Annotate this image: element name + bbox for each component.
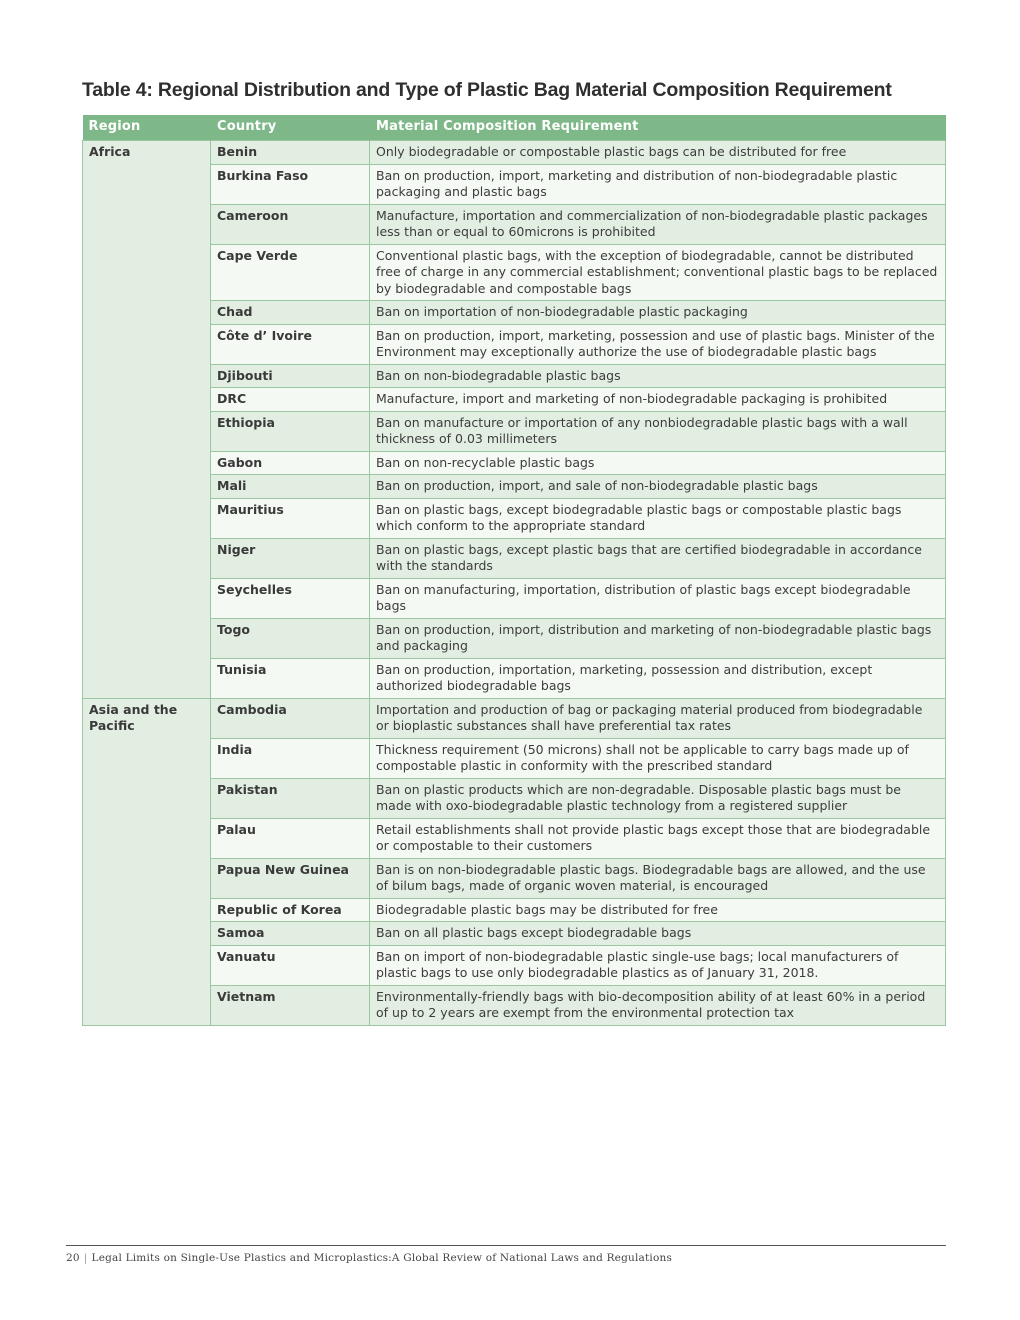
- country-cell: Mauritius: [211, 498, 370, 538]
- header-row: [83, 115, 946, 141]
- table-body: [83, 141, 946, 1026]
- table-row: [83, 244, 946, 301]
- requirement-cell: Ban on plastic bags, except plastic bags that are certified biodegradable in accordance with the standards: [370, 538, 946, 578]
- requirement-cell: Ban on production, import, marketing and distribution of non-biodegradable plastic packaging and plastic bags: [370, 164, 946, 204]
- table-row: [83, 164, 946, 204]
- country-cell: Cambodia: [211, 698, 370, 738]
- table-row: [83, 738, 946, 778]
- requirement-cell: Ban on importation of non-biodegradable plastic packaging: [370, 301, 946, 325]
- country-cell: Pakistan: [211, 778, 370, 818]
- requirement-cell: Manufacture, importation and commercialization of non-biodegradable plastic packages less than or equal to 60microns is prohibited: [370, 204, 946, 244]
- table-row: [83, 985, 946, 1025]
- table-row: [83, 451, 946, 475]
- table-row: [83, 898, 946, 922]
- requirement-cell: Ban on all plastic bags except biodegradable bags: [370, 922, 946, 946]
- country-cell: Seychelles: [211, 578, 370, 618]
- country-cell: Republic of Korea: [211, 898, 370, 922]
- requirement-cell: Only biodegradable or compostable plastic bags can be distributed for free: [370, 141, 946, 165]
- country-cell: Vietnam: [211, 985, 370, 1025]
- country-cell: DRC: [211, 388, 370, 412]
- requirement-cell: Environmentally-friendly bags with bio-decomposition ability of at least 60% in a period of up to 2 years are exempt from the environmental protection tax: [370, 985, 946, 1025]
- table-row: [83, 618, 946, 658]
- country-cell: Ethiopia: [211, 411, 370, 451]
- country-cell: Cape Verde: [211, 244, 370, 301]
- requirement-cell: Thickness requirement (50 microns) shall not be applicable to carry bags made up of compostable plastic in conformity with the prescribed standard: [370, 738, 946, 778]
- requirement-cell: Ban on import of non-biodegradable plastic single-use bags; local manufacturers of plastic bags to use only biodegradable plastics as of January 31, 2018.: [370, 945, 946, 985]
- table-title: Table 4: Regional Distribution and Type of Plastic Bag Material Composition Requirement: [82, 79, 892, 101]
- table-row: [83, 411, 946, 451]
- table-row: [83, 658, 946, 698]
- table-row: [83, 818, 946, 858]
- requirement-cell: Ban on plastic products which are non-degradable. Disposable plastic bags must be made with oxo-biodegradable plastic technology from a registered supplier: [370, 778, 946, 818]
- table-header: [83, 115, 946, 141]
- country-cell: India: [211, 738, 370, 778]
- requirement-cell: Biodegradable plastic bags may be distributed for free: [370, 898, 946, 922]
- requirement-cell: Manufacture, import and marketing of non-biodegradable packaging is prohibited: [370, 388, 946, 412]
- table-row: [83, 301, 946, 325]
- country-cell: Djibouti: [211, 364, 370, 388]
- country-cell: Vanuatu: [211, 945, 370, 985]
- region-cell: Asia and the Pacific: [83, 698, 211, 1025]
- table-row: [83, 498, 946, 538]
- country-cell: Samoa: [211, 922, 370, 946]
- table-row: [83, 858, 946, 898]
- header-requirement: Material Composition Requirement: [370, 115, 946, 141]
- header-region: Region: [83, 115, 211, 141]
- table-row: [83, 204, 946, 244]
- requirement-cell: Ban on manufacturing, importation, distribution of plastic bags except biodegradable bags: [370, 578, 946, 618]
- country-cell: Palau: [211, 818, 370, 858]
- country-cell: Niger: [211, 538, 370, 578]
- country-cell: Togo: [211, 618, 370, 658]
- country-cell: Papua New Guinea: [211, 858, 370, 898]
- country-cell: Benin: [211, 141, 370, 165]
- requirement-cell: Ban on production, import, and sale of non-biodegradable plastic bags: [370, 475, 946, 499]
- requirement-cell: Ban on non-recyclable plastic bags: [370, 451, 946, 475]
- table-row: [83, 538, 946, 578]
- requirement-cell: Ban on production, importation, marketing, possession and distribution, except authorized biodegradable bags: [370, 658, 946, 698]
- requirement-cell: Importation and production of bag or packaging material produced from biodegradable or bioplastic substances shall have preferential tax rates: [370, 698, 946, 738]
- table-row: [83, 698, 946, 738]
- requirements-table: [82, 115, 946, 1026]
- header-country: Country: [211, 115, 370, 141]
- country-cell: Chad: [211, 301, 370, 325]
- footer-separator: |: [83, 1252, 88, 1264]
- country-cell: Cameroon: [211, 204, 370, 244]
- requirement-cell: Ban on production, import, marketing, possession and use of plastic bags. Minister of the Environment may exceptionally authorize the use of biodegradable plastic bags: [370, 324, 946, 364]
- table-row: [83, 945, 946, 985]
- requirement-cell: Ban is on non-biodegradable plastic bags. Biodegradable bags are allowed, and the use of bilum bags, made of organic woven material, is encouraged: [370, 858, 946, 898]
- requirement-cell: Ban on manufacture or importation of any nonbiodegradable plastic bags with a wall thickness of 0.03 millimeters: [370, 411, 946, 451]
- table-row: [83, 922, 946, 946]
- requirement-cell: Ban on production, import, distribution and marketing of non-biodegradable plastic bags and packaging: [370, 618, 946, 658]
- country-cell: Côte d’ Ivoire: [211, 324, 370, 364]
- region-cell: Africa: [83, 141, 211, 699]
- footer-rule: [66, 1245, 946, 1246]
- table-row: [83, 578, 946, 618]
- page-footer: [66, 1252, 672, 1264]
- footer-title: Legal Limits on Single-Use Plastics and Microplastics:A Global Review of National Laws and Regulations: [91, 1252, 673, 1264]
- requirement-cell: Ban on non-biodegradable plastic bags: [370, 364, 946, 388]
- table-row: [83, 475, 946, 499]
- table-row: [83, 388, 946, 412]
- page-number: 20: [66, 1252, 80, 1264]
- requirement-cell: Ban on plastic bags, except biodegradable plastic bags or compostable plastic bags which conform to the appropriate standard: [370, 498, 946, 538]
- requirement-cell: Conventional plastic bags, with the exception of biodegradable, cannot be distributed free of charge in any commercial establishment; conventional plastic bags to be replaced by biodegradable and compostable bags: [370, 244, 946, 301]
- country-cell: Burkina Faso: [211, 164, 370, 204]
- country-cell: Mali: [211, 475, 370, 499]
- country-cell: Tunisia: [211, 658, 370, 698]
- country-cell: Gabon: [211, 451, 370, 475]
- table-row: [83, 324, 946, 364]
- table-row: [83, 778, 946, 818]
- requirement-cell: Retail establishments shall not provide plastic bags except those that are biodegradable or compostable to their customers: [370, 818, 946, 858]
- table-row: [83, 364, 946, 388]
- table-row: [83, 141, 946, 165]
